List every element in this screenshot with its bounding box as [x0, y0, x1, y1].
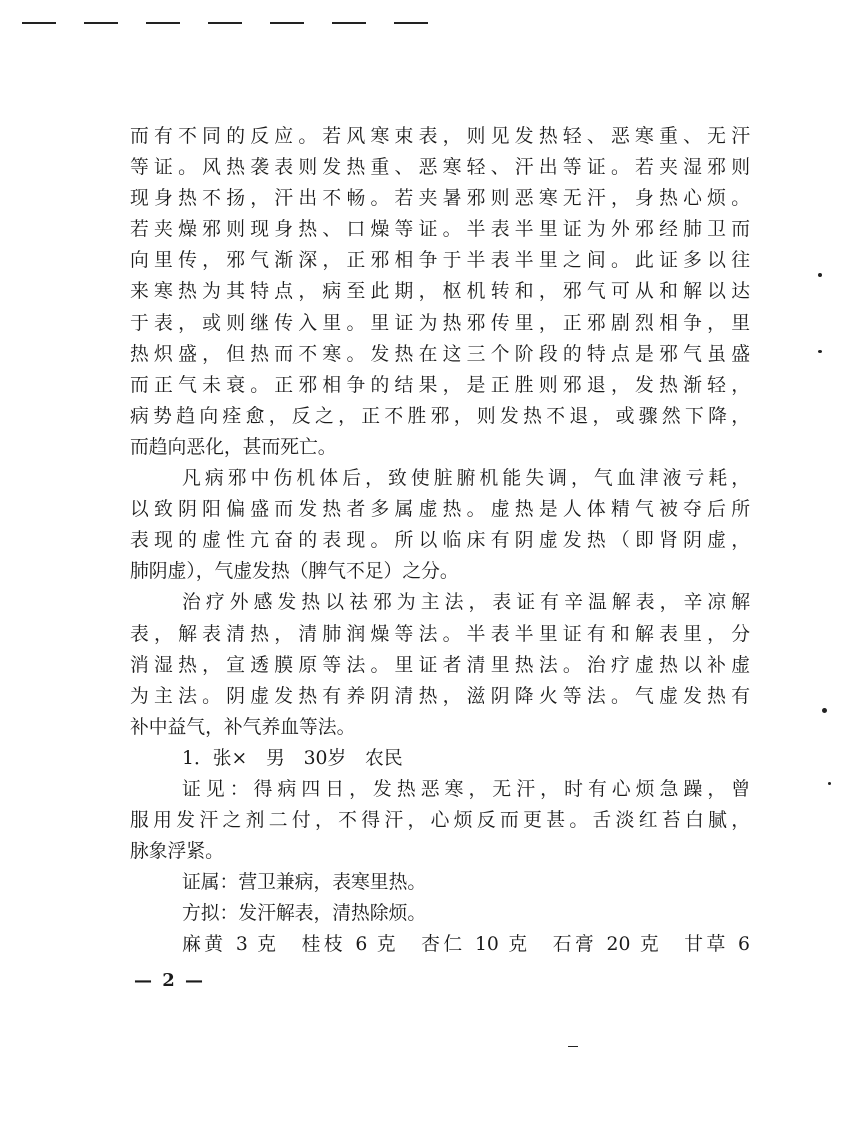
text-line: 等证。风热袭表则发热重、恶寒轻、汗出等证。若夹湿邪则 [130, 157, 750, 179]
case-heading: 1．张× 男 30岁 农民 [182, 747, 403, 769]
page-body [130, 121, 750, 961]
text-line: 而趋向恶化，甚而死亡。 [130, 436, 337, 458]
text-line: 而有不同的反应。若风寒束表，则见发热轻、恶寒重、无汗 [130, 126, 750, 147]
text-line: 若夹燥邪则现身热、口燥等证。半表半里证为外邪经肺卫而 [130, 219, 750, 241]
header-dash-rule [22, 22, 432, 24]
text-line: 热炽盛，但热而不寒。发热在这三个阶段的特点是邪气虽盛 [130, 343, 750, 365]
paragraph-start-line: 治疗外感发热以祛邪为主法，表证有辛温解表，辛凉解 [182, 592, 750, 614]
text-line: 以致阴阳偏盛而发热者多属虚热。虚热是人体精气被夺后所 [130, 499, 750, 521]
text-line: 服用发汗之剂二付，不得汗，心烦反而更甚。舌淡红苔白腻， [130, 810, 750, 832]
text-line: 来寒热为其特点，病至此期，枢机转和，邪气可从和解以达 [130, 281, 750, 303]
case-treatment: 方拟：发汗解表，清热除烦。 [182, 903, 427, 925]
paragraph-start-line: 凡病邪中伤机体后，致使脏腑机能失调，气血津液亏耗， [182, 468, 750, 490]
scan-speck [828, 782, 831, 785]
scan-speck [568, 1046, 578, 1047]
scan-speck [818, 350, 822, 353]
text-line: 表，解表清热，清肺润燥等法。半表半里证有和解表里，分 [130, 623, 750, 645]
case-diagnosis: 证属：营卫兼病，表寒里热。 [182, 872, 427, 894]
scan-speck [818, 273, 822, 277]
text-line: 病势趋向痊愈，反之，正不胜邪，则发热不退，或骤然下降， [130, 405, 750, 427]
case-symptoms: 证见：得病四日，发热恶寒，无汗，时有心烦急躁，曾 [182, 778, 750, 800]
prescription-line: 麻黄 3 克 桂枝 6 克 杏仁 10 克 石膏 20 克 甘草 6 [182, 934, 750, 956]
text-line: 现身热不扬，汗出不畅。若夹暑邪则恶寒无汗，身热心烦。 [130, 188, 750, 210]
text-line: 消湿热，宣透膜原等法。里证者清里热法。治疗虚热以补虚 [130, 654, 750, 676]
text-line: 肺阴虚），气虚发热（脾气不足）之分。 [130, 561, 459, 583]
text-line: 表现的虚性亢奋的表现。所以临床有阴虚发热（即肾阴虚， [130, 530, 750, 552]
text-line: 于表，或则继传入里。里证为热邪传里，正邪剧烈相争，里 [130, 312, 750, 334]
text-line: 向里传，邪气渐深，正邪相争于半表半里之间。此证多以往 [130, 250, 750, 272]
text-line: 补中益气，补气养血等法。 [130, 716, 356, 738]
scan-speck [822, 708, 827, 713]
page-number: — 2 — [134, 970, 206, 991]
text-line: 脉象浮紧。 [130, 841, 224, 863]
text-line: 而正气未衰。正邪相争的结果，是正胜则邪退，发热渐轻， [130, 374, 750, 396]
text-line: 为主法。阴虚发热有养阴清热，滋阴降火等法。气虚发热有 [130, 685, 750, 707]
